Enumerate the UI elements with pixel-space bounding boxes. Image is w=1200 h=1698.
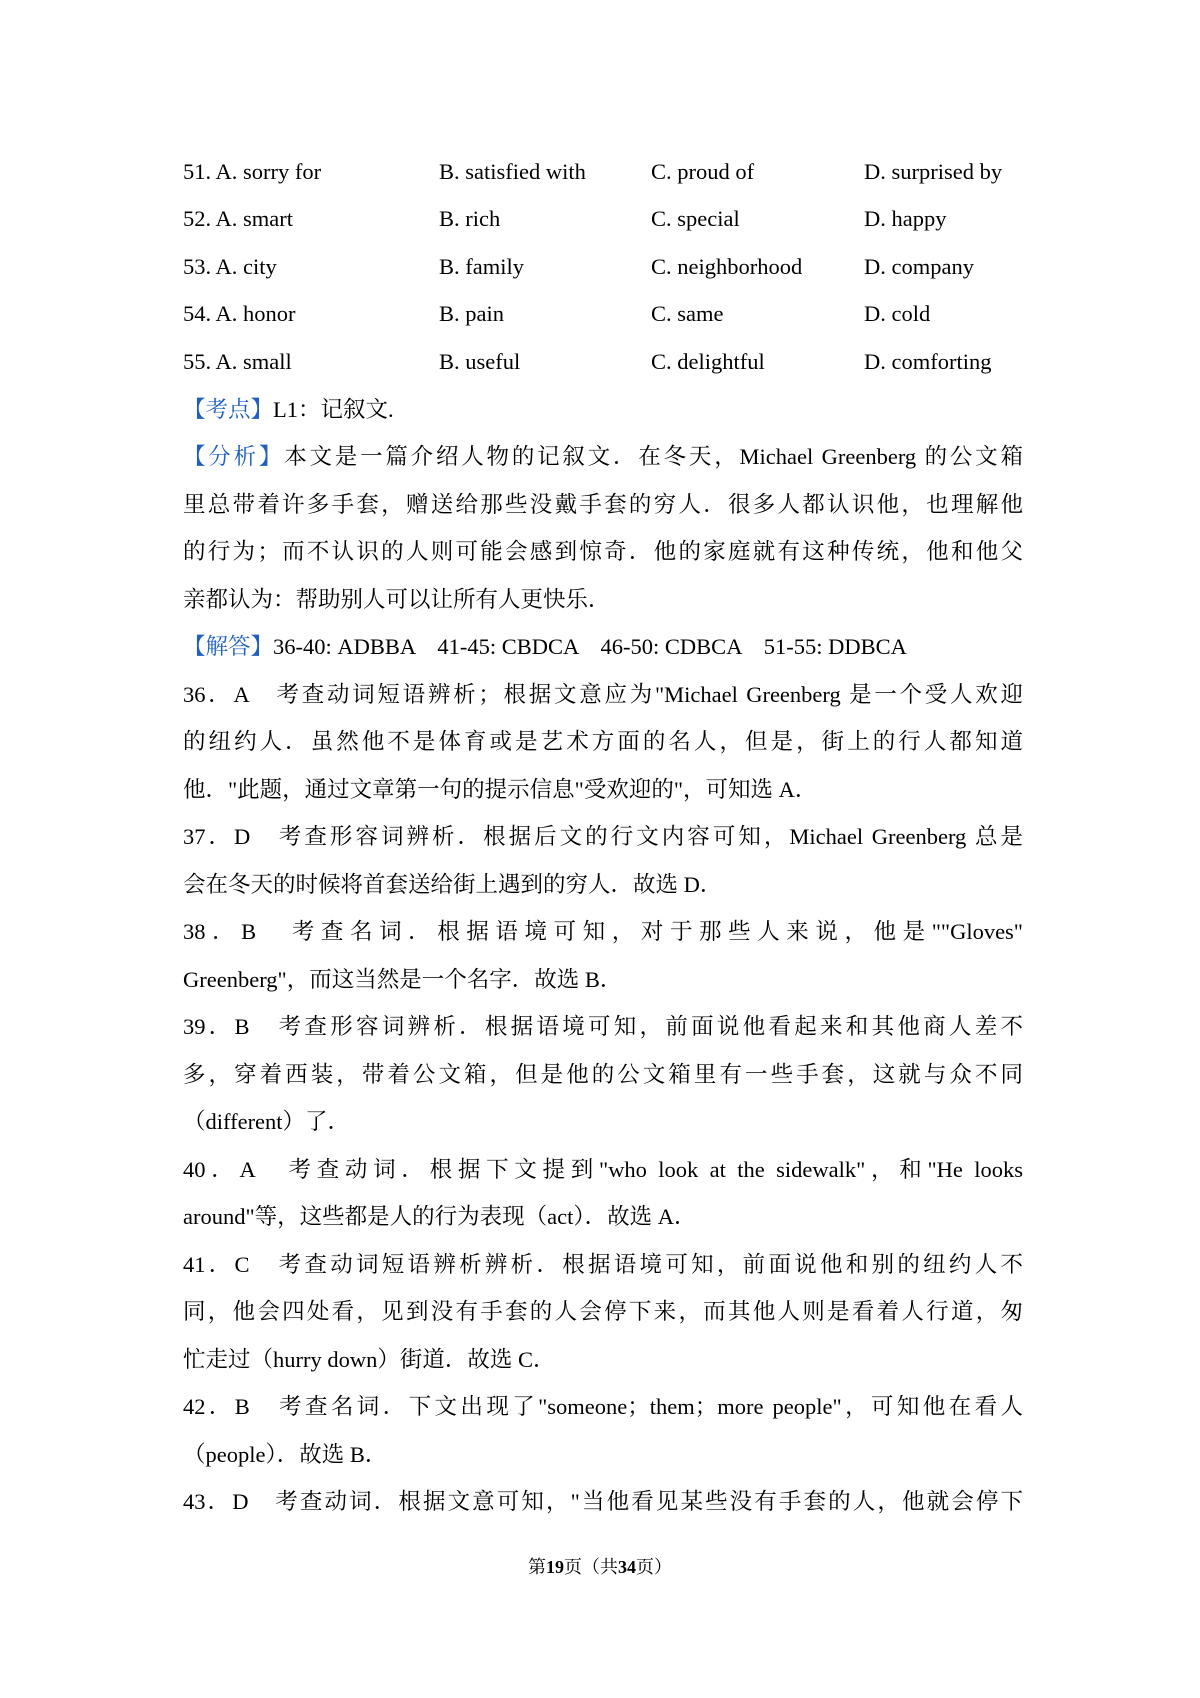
option-cell: D. happy	[864, 206, 947, 232]
explanation-line: 忙走过（hurry down）街道．故选 C．	[183, 1346, 556, 1372]
explanation-line: 41．C 考查动词短语辨析辨析．根据语境可知，前面说他和别的纽约人不	[183, 1251, 1023, 1277]
footer-prefix: 第	[528, 1557, 546, 1577]
option-cell: C. neighborhood	[651, 253, 803, 279]
option-cell: 52. A. smart	[183, 206, 293, 232]
kaodian-text: L1：记叙文.	[273, 396, 394, 422]
explanation-line: 同，他会四处看，见到没有手套的人会停下来，而其他人则是看着人行道，匆	[183, 1299, 1023, 1324]
explanation-line: 43．D 考查动词．根据文意可知，"当他看见某些没有手套的人，他就会停下	[183, 1489, 1023, 1514]
option-row	[183, 196, 1023, 244]
footer-suffix: 页）	[636, 1557, 672, 1577]
explanation-line: 39．B 考查形容词辨析．根据语境可知，前面说他看起来和其他商人差不	[183, 1014, 1023, 1039]
option-cell: D. company	[864, 253, 974, 279]
fenxi-line: 的行为；而不认识的人则可能会感到惊奇．他的家庭就有这种传统，他和他父	[183, 539, 1023, 564]
option-cell: 51. A. sorry for	[183, 158, 322, 184]
explanation-line: 会在冬天的时候将首套送给街上遇到的穷人．故选 D．	[183, 871, 723, 897]
option-row	[183, 291, 1023, 339]
explanation-line: 他．"此题，通过文章第一句的提示信息"受欢迎的"，可知选 A．	[183, 776, 818, 802]
option-row	[183, 243, 1023, 291]
option-cell: 54. A. honor	[183, 301, 296, 327]
footer-total-pages: 34	[618, 1557, 636, 1577]
footer-middle: 页（共	[564, 1557, 618, 1577]
footer-page-number: 19	[546, 1557, 564, 1577]
option-cell: C. proud of	[651, 158, 755, 184]
option-row	[183, 338, 1023, 386]
explanation-line: Greenberg"，而这当然是一个名字．故选 B．	[183, 966, 623, 992]
jieda-line	[183, 623, 1023, 671]
option-cell: B. family	[439, 253, 524, 279]
option-cell: B. pain	[439, 301, 504, 327]
option-cell: D. comforting	[864, 348, 992, 374]
explanation-line: （people）．故选 B．	[183, 1441, 388, 1467]
option-cell: 53. A. city	[183, 253, 277, 279]
explanation-line: 37．D 考查形容词辨析．根据后文的行文内容可知，Michael Greenberg 总是	[183, 824, 1023, 849]
kaodian-line	[183, 386, 1023, 434]
options-table	[183, 148, 1023, 386]
fenxi-line: 里总带着许多手套，赠送给那些没戴手套的穷人．很多人都认识他，也理解他	[183, 491, 1023, 517]
option-cell: C. same	[651, 301, 724, 327]
explanation-line: 40．A 考查动词．根据下文提到"who look at the sidewalk"，和"He looks	[183, 1156, 1023, 1182]
fenxi-tag: 【分析】	[183, 444, 285, 469]
explanation-line: around"等，这些都是人的行为表现（act）．故选 A．	[183, 1204, 697, 1229]
explanation-line: 多，穿着西装，带着公文箱，但是他的公文箱里有一些手套，这就与众不同	[183, 1061, 1023, 1087]
jieda-text: 36-40: ADBBA 41-45: CBDCA 46-50: CDBCA 51-55: DDBCA	[273, 634, 907, 659]
explanation-line: 36．A 考查动词短语辨析；根据文意应为"Michael Greenberg 是一个受人欢迎	[183, 681, 1023, 707]
fenxi-text: 本文是一篇介绍人物的记叙文．在冬天，Michael Greenberg 的公文箱	[284, 444, 1023, 469]
fenxi-line: 亲都认为：帮助别人可以让所有人更快乐．	[183, 586, 611, 612]
kaodian-tag: 【考点】	[183, 396, 274, 422]
option-cell: B. rich	[439, 206, 501, 232]
option-cell: D. surprised by	[864, 158, 1003, 184]
option-cell: B. satisfied with	[439, 158, 586, 184]
option-cell: D. cold	[864, 301, 931, 327]
page-footer	[0, 1553, 1200, 1579]
option-cell: C. special	[651, 206, 740, 232]
option-cell: C. delightful	[651, 348, 765, 374]
explanation-line: 42．B 考查名词．下文出现了"someone；them；more people"，可知他在看人	[183, 1394, 1023, 1419]
option-cell: 55. A. small	[183, 348, 292, 374]
page-content	[183, 148, 1023, 1526]
option-cell: B. useful	[439, 348, 521, 374]
explanation-line: 38．B 考查名词．根据语境可知，对于那些人来说，他是""Gloves"	[183, 919, 1023, 944]
option-row	[183, 148, 1023, 196]
fenxi-line	[183, 433, 1023, 481]
explanation-line: 的纽约人．虽然他不是体育或是艺术方面的名人，但是，街上的行人都知道	[183, 729, 1023, 754]
explanation-line: （different）了．	[183, 1109, 351, 1134]
jieda-tag: 【解答】	[183, 634, 274, 659]
